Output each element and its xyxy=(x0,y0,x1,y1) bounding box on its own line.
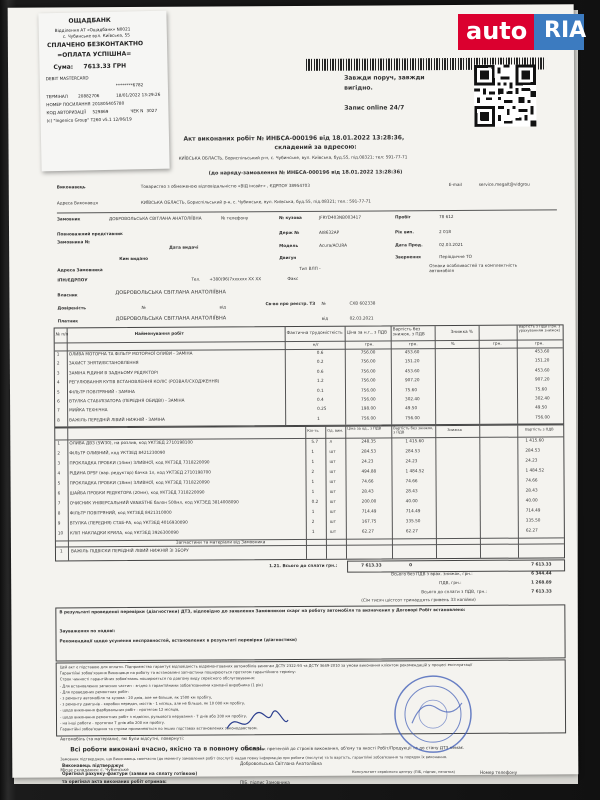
receipt-ref-label: НОМЕР ПОСИЛАННЯ xyxy=(46,101,91,108)
parts-cell-7-0: 8 xyxy=(57,510,61,516)
warranty-line: - з ремонту двигунів - коробки передач, мостів - 1 місяць, але не більше, як 10 000 км пробігу, xyxy=(59,701,246,707)
works-cell-5-4: 302.40 xyxy=(405,396,420,402)
works-cell-0-7: 453.60 xyxy=(534,348,550,354)
works-table xyxy=(54,324,565,427)
parts-cell-0-3: л xyxy=(329,438,333,444)
email-value: service.megalt@vidgrou xyxy=(478,181,530,187)
receipt-terminal-value: 20882706 xyxy=(78,93,100,99)
vat-value: 1 268.89 xyxy=(531,579,552,585)
vin-value: JFRYD403NB003417 xyxy=(318,214,362,220)
registration-cert-value: СХВ 602338 xyxy=(349,300,376,306)
warranty-line: - щодо виконання ремонтних робіт з підвіски, рульового керування - 7 днів або 200 км пробігу, xyxy=(59,713,248,720)
reason-label: Звернення xyxy=(395,254,421,260)
works-cell-5-1: ВТУЛКА СТАБІЛІЗАТОРА (ПЕРЕДНЯ ОБИДВІ) - ЗАМІНА xyxy=(69,397,185,404)
registration-date-label: від xyxy=(321,315,329,321)
parts-cell-5-4: 28.43 xyxy=(361,488,374,494)
works-cell-4-0: 5 xyxy=(56,389,60,395)
final-label: Всього до сплати з ПДВ, грн.: xyxy=(421,588,487,595)
plate-label: Держ № xyxy=(279,229,300,236)
total-label: 1.21. Всього до сплати грн.: xyxy=(269,562,338,569)
reason-value: Періодичне ТО xyxy=(439,253,472,260)
works-cell-0-0: 1 xyxy=(56,351,60,357)
receipt-branch-line1: Відділення АТ «Ощадбанк» N0021 xyxy=(54,26,131,34)
contractor-value: Товариство з обмеженою відповідальністю «ВІД інсайт» , ЄДРПОУ 38954703 xyxy=(140,182,311,189)
receipt-auth-value: 529869 xyxy=(92,108,109,115)
parts-cell-7-5: 714.49 xyxy=(405,508,421,514)
act-address: КИЇВСЬКА ОБЛАСТЬ, Бориспільський р-н, с. Чубинське, вул. Київська, буд.55, під.08321; тел: 591-77-71 xyxy=(178,154,408,161)
works-cell-5-0: 6 xyxy=(57,398,60,404)
works-cell-2-4: 453.60 xyxy=(404,368,420,374)
works-cell-7-3: 756.00 xyxy=(361,415,376,421)
works-done-statement: Всі роботи виконані вчасно, якісно та в повному обсязі. xyxy=(70,745,265,754)
parts-header-total: Вартість з ПДВ xyxy=(525,427,554,432)
parts-cell-6-5: 40.00 xyxy=(405,498,418,504)
act-subtitle: складений за вдресою: xyxy=(274,143,357,152)
final-value: 7 613.33 xyxy=(531,588,552,594)
sale-date-label: Дата Прод. xyxy=(395,242,423,248)
parts-cell-9-0: 10 xyxy=(57,530,64,536)
warranty-line: Строк чинності гарантійних зобов'язань поширюється по довгому виду сервісного обслуговування: xyxy=(59,676,256,682)
works-cell-7-0: 8 xyxy=(57,417,60,423)
works-sub-total: грн. xyxy=(534,340,544,346)
total-final: 7 613.33 xyxy=(531,561,552,567)
parts-cell-9-1: КЛІП НАКЛАДКИ КРИЛА, код УКТЗЕД 3926300090 xyxy=(69,529,179,536)
customer-marks: Ознаки особливостей та комплектність автомобіля xyxy=(429,262,518,273)
works-cell-4-3: 756.00 xyxy=(360,387,376,393)
parts-cell-1-3: шт xyxy=(329,448,336,454)
model-label: Модель xyxy=(279,242,299,249)
contractor-label: Виконавець xyxy=(56,184,86,190)
slogan-line1: Завжди поруч, завжди xyxy=(344,74,425,82)
works-cell-5-3: 756.00 xyxy=(361,396,376,402)
signature-caption: ПІБ, підпис Замовника xyxy=(240,780,290,785)
year-value: 2 018 xyxy=(439,229,452,235)
works-header-cost: Вартість без знижок, з ПДВ xyxy=(392,326,425,336)
parts-cell-2-1: ПРОКЛАДКА ПРОБКИ (14мм) ЗЛИВНОЇ, код УКТЗЕД 7318220090 xyxy=(69,459,210,466)
works-cell-5-7: 302.40 xyxy=(535,395,550,401)
works-cell-2-1: ЗАМІНА РІДИНИ В ЗАДНЬОМУ РЕДУКТОРІ xyxy=(68,369,158,376)
parts-cell-4-5: 74.66 xyxy=(405,478,418,484)
parts-cell-0-7: 1 415.60 xyxy=(525,437,544,443)
trust-label: Довіреність xyxy=(57,305,86,311)
parts-cell-5-3: шт xyxy=(329,488,336,494)
qr-code-image xyxy=(474,65,536,127)
parts-header-price: Ціна за од., з ПДВ xyxy=(347,426,382,431)
order-customer-label: Замовника № xyxy=(57,239,90,245)
fuel-type-label: Тип ВЛП - xyxy=(299,265,321,271)
receipt-datetime: 18/01/2022 13:29:26 xyxy=(116,91,161,98)
receipt-branch-line2: с. Чубинське вул. Київська, 55 xyxy=(62,32,130,39)
works-cell-1-2: 0.2 xyxy=(316,359,324,365)
remarks-label: Зауваження по ходові: xyxy=(59,628,116,634)
parts-cell-2-3: шт xyxy=(329,458,336,464)
order-reference: (до наряду-замовлення № ИНБСА-000196 від 18.01.2022 13:28:36) xyxy=(208,169,403,177)
works-header-num: № п/п xyxy=(55,331,69,337)
parts-cell-1-2: 1 xyxy=(311,448,315,454)
mileage-value: 78 612 xyxy=(438,214,454,220)
works-header-hours: Фактична трудомісткість xyxy=(286,329,343,336)
parts-cell-8-2: 2 xyxy=(311,518,315,524)
representative-label: Повноважний представник xyxy=(57,231,123,237)
parts-cell-5-5: 28.43 xyxy=(405,488,418,494)
works-sub-discount-sum: грн. xyxy=(492,340,502,346)
registration-cert-label: Св-во про реєстр. ТЗ xyxy=(265,300,316,307)
works-cell-7-2: 1 xyxy=(317,415,320,421)
total-discount: 0 xyxy=(409,562,413,568)
works-cell-4-2: 0.1 xyxy=(316,387,324,393)
parts-cell-2-7: 24.23 xyxy=(525,457,538,463)
receipt-status-contactless: СПЛАЧЕНО БЕЗКОНТАКТНО xyxy=(46,40,144,50)
works-header-discount: Знижка % xyxy=(450,328,473,335)
parts-cell-4-0: 5 xyxy=(57,480,61,486)
registration-cert-no: № xyxy=(321,300,326,306)
works-sub-discount-pct: % xyxy=(450,341,455,347)
parts-cell-8-1: ВТУЛКА (ПЕРЕДНЯ) СТАБ-РА, код УКТЗЕД 4016930090 xyxy=(69,519,188,526)
original-received-label: та оригінал акта виконаних робіт отримав: xyxy=(62,779,167,784)
customer-parts-header: Запчастини та матеріали від Замовника xyxy=(175,539,266,545)
warranty-line: Цей акт є підставою для оплати. Підприємство гарантує відповідність відремонтованих автомобілів вимогам ДСТУ 2322-93 та ДСТУ 3649-2010 за умови виконання клієнтом рекомендацій у процесі експлуатації xyxy=(59,662,473,670)
parts-cell-3-2: 2 xyxy=(311,468,315,474)
works-cell-1-4: 151.20 xyxy=(404,358,420,364)
slogan-line2: вигідно. xyxy=(344,84,373,92)
warranty-line: - Для встановлених запасних частин - згідно з гарантійними зобов'язаннями компанії виробника (1 рік) xyxy=(59,682,263,689)
phone-label: Тел. xyxy=(191,276,201,282)
parts-cell-5-0: 6 xyxy=(57,490,61,496)
parts-cell-3-5: 1 484.52 xyxy=(405,468,425,474)
vat-free-label: Всього без ПДВ з врах. знижок, грн.: xyxy=(391,570,473,577)
warranty-line: Гарантійні зобов'язання та строки припиняються по інших підставах встановлених законодавством. xyxy=(60,726,258,732)
fax-label: Факс xyxy=(287,275,299,282)
receipt-bank-name: ОЩАДБАНК xyxy=(68,16,111,25)
parts-cell-0-5: 1 415.60 xyxy=(405,438,424,444)
place-label: Місце складання: с. Чубинське xyxy=(60,767,129,773)
works-cell-4-4: 75.60 xyxy=(404,386,418,392)
parts-cell-2-0: 3 xyxy=(57,460,61,466)
parts-header-qty: Кіл-ть xyxy=(307,428,319,433)
parts-cell-5-2: 1 xyxy=(311,488,315,494)
contractor-address-value: КИЇВСЬКА ОБЛАСТЬ, Бориспільський р-н, с. Чубинське, вул. Київська, буд.55, під.08321; тел.: 591-77-71 xyxy=(140,198,371,205)
notice-statement: Замовник підтверджує, що Виконавець своєчасно (до моменту замовлення робіт (послуг)) надав повну інформацію про роботи (послуги) та їх вартість, гарантійні зобов'язання та порядок їх виконання. xyxy=(60,755,448,762)
parts-cell-3-7: 1 484.52 xyxy=(525,467,545,473)
company-stamp xyxy=(392,673,474,755)
edrpou-label: ІПН/ЄДРПОУ xyxy=(57,277,88,283)
works-cell-1-3: 756.00 xyxy=(360,358,376,364)
parts-cell-8-3: шт xyxy=(329,518,337,524)
parts-cell-8-0: 9 xyxy=(57,520,61,526)
works-sub-hours: н/г xyxy=(312,341,320,347)
receipt-auth-label: КОД АВТОРИЗАЦІЇ xyxy=(46,109,86,116)
works-cell-3-2: 1.2 xyxy=(316,378,324,384)
customer-part-name: ВАЖІЛЬ ПІДВІСКИ ПЕРЕДНІЙ ЛІВИЙ НИЖНІЙ ЗІ ЗБОРУ xyxy=(70,547,189,554)
receipt-footer: (с) "Ingenico Group" T260 v5.1 12/06/19 xyxy=(46,116,132,124)
works-cell-0-2: 0.6 xyxy=(316,349,324,355)
works-cell-2-0: 3 xyxy=(56,370,60,376)
parts-cell-6-2: 0.2 xyxy=(311,498,319,504)
parts-cell-4-1: ПРОКЛАДКА ПРОБКИ (18мм) ЗЛИВНОЇ, код УКТЗЕД 7318220090 xyxy=(69,479,210,486)
parts-cell-3-0: 4 xyxy=(57,470,61,476)
warranty-line: - Для проведених ремонтних робіт: xyxy=(59,689,130,695)
phone-column-label: № телефону xyxy=(220,215,249,221)
issue-date-label: Дата видачі xyxy=(169,244,199,250)
parts-cell-8-7: 335.50 xyxy=(525,517,541,523)
works-cell-3-0: 4 xyxy=(56,379,60,385)
parts-cell-7-3: шт xyxy=(329,508,337,514)
parts-cell-3-3: шт xyxy=(329,468,336,474)
parts-cell-8-5: 335.50 xyxy=(405,518,421,524)
warranty-line: Гарантійні зобов'язання Виконавця на роботу та встановлені запчастини поширюються протягом гарантійного терміну: xyxy=(59,670,296,676)
parts-cell-1-0: 2 xyxy=(57,450,61,456)
works-cell-3-1: РЕГУЛЮВАННЯ КУТІВ ВСТАНОВЛЕННЯ КОЛІС (РОЗВАЛ/СХОДЖЕННЯ) xyxy=(68,378,220,385)
logo-text-ria: RIA xyxy=(544,18,587,43)
original-invoice-label: Оригінал рахунку-фактури (заявки на сплату готівкою) xyxy=(62,771,198,776)
registration-date-value: 02.03.2021 xyxy=(349,315,374,321)
owner-label: Власник xyxy=(57,292,78,298)
works-cell-2-7: 453.60 xyxy=(534,367,550,373)
parts-cell-4-3: шт xyxy=(329,478,336,484)
customer-signature xyxy=(222,706,292,736)
phone-value: +380(96)7xxxxxx XX XX xyxy=(209,276,262,282)
vat-label: ПДВ, грн.: xyxy=(439,579,462,586)
works-cell-3-4: 907.20 xyxy=(404,377,420,383)
recommendations-label: Рекомендації щодо усунення несправностей, встановлених в результаті перевірки (діагностики) xyxy=(59,636,297,644)
mileage-label: Пробіг xyxy=(394,214,411,220)
works-cell-7-1: ВАЖІЛЬ ПЕРЕДНІЙ ЛІВИЙ НИЖНІЙ - ЗАМІНА xyxy=(69,416,165,423)
warranty-line: - з ремонту автомобіля та кузова - 20 днів, але не більше, як 1500 км пробігу, xyxy=(59,695,213,701)
confirmed-label: Виконавець підтверджує xyxy=(62,763,124,768)
parts-cell-2-5: 24.23 xyxy=(405,458,418,464)
email-label: E-mail xyxy=(448,181,462,188)
returned-items-label: Автомобіль (та матеріали), які були відсутні, повернуті: xyxy=(60,735,185,742)
parts-cell-9-4: 62.27 xyxy=(361,528,374,534)
contractor-address-label: Адреса Виконавця xyxy=(56,200,98,206)
receipt-check-label: ЧЕК N xyxy=(130,108,144,114)
autoria-logo xyxy=(458,14,587,50)
works-sub-cost: грн. xyxy=(408,341,418,347)
receipt-check-value: 3027 xyxy=(146,107,158,114)
payer-value: ДОБРОВОЛЬСЬКА СВІТЛАНА АНАТОЛІЇВНА xyxy=(115,315,227,323)
works-cell-6-4: 49.50 xyxy=(405,405,418,411)
parts-cell-9-2: 1 xyxy=(311,528,315,534)
parts-header-cost: Вартість без знижок, з ПДВ xyxy=(393,426,434,435)
customer-label: Замовник xyxy=(56,216,81,222)
parts-cell-4-4: 74.66 xyxy=(361,478,374,484)
works-cell-7-4: 756.00 xyxy=(405,415,420,421)
total-value: 7 613.33 xyxy=(361,562,382,568)
logo-text-auto: auto xyxy=(466,17,528,45)
works-cell-4-1: ФІЛЬТР ПОВІТРЯНИЙ - ЗАМІНА xyxy=(68,388,135,394)
parts-cell-5-1: ШАЙБА ПРОБКИ РЕДУКТОРА (20мм), код УКТЗЕД 7318220090 xyxy=(69,489,205,496)
sale-date-value: 02.03.2021 xyxy=(439,241,464,248)
phone-caption: Номер телефону xyxy=(480,770,518,775)
parts-cell-7-4: 714.49 xyxy=(361,508,377,514)
year-label: Рік вип. xyxy=(395,229,414,235)
no-claims-statement: Замовник претензій до строків виконання, об'єму та якості Робіт/Продукції та до стану ДТЗ немає. xyxy=(244,744,465,752)
receipt-status-success: =ОПЛАТА УСПІШНА= xyxy=(57,50,132,59)
total-in-words: (Сім тисяч шістсот тринадцять гривень 33 копійки) xyxy=(361,596,476,603)
parts-cell-4-2: 1 xyxy=(311,478,315,484)
works-cell-1-1: ЗАХИСТ ЗНЯТИ/ВСТАНОВЛЕННЯ xyxy=(68,360,139,366)
parts-cell-7-2: 1 xyxy=(311,508,315,514)
works-cell-3-3: 756.00 xyxy=(360,377,376,383)
signer-name: Добровольська Світлана Анатоліївна xyxy=(240,761,322,766)
trust-date: від xyxy=(219,304,227,310)
parts-cell-6-0: 7 xyxy=(57,500,61,506)
parts-cell-9-7: 62.27 xyxy=(525,527,538,533)
engine-label: Двигун xyxy=(279,254,297,261)
issued-by-label: Ким видано xyxy=(119,255,149,262)
parts-cell-1-4: 284.53 xyxy=(361,448,377,454)
receipt-ref-value: 201805405780 xyxy=(92,100,125,107)
vat-free-value: 6 344.44 xyxy=(531,570,552,576)
parts-cell-6-3: шт xyxy=(329,498,336,504)
parts-cell-1-1: ФІЛЬТР ОЛИВНИЙ, код УКТЗЕД 8421230090 xyxy=(69,449,166,456)
warranty-line: - на інші роботи - протягом 7 днів або 200 км пробігу. xyxy=(60,720,166,726)
parts-cell-6-4: 200.00 xyxy=(361,498,377,504)
model-value: Acura/ACURA xyxy=(319,242,347,248)
payer-label: Платник xyxy=(57,318,79,324)
works-cell-0-1: ОЛИВА МОТОРНА ТА ФІЛЬТР МОТОРНОЇ ОЛИВИ - ЗАМІНА xyxy=(68,350,193,357)
receipt-card-number: ********6782 xyxy=(115,82,144,88)
parts-table xyxy=(54,424,565,561)
works-sub-price: грн. xyxy=(364,341,374,347)
parts-cell-9-3: шт xyxy=(329,528,337,534)
parts-cell-1-7: 284.53 xyxy=(525,447,541,453)
works-header-name: Найменування робіт xyxy=(134,330,184,336)
parts-cell-6-1: ОЧИСНИК УНІВЕРСАЛЬНИЙ VANASTHE балон 500мл, код УКТЗЕД 3814008090 xyxy=(69,499,239,506)
receipt-sum-label: Сума: xyxy=(53,63,74,72)
receipt-card-type: DEBIT MASTERCARD xyxy=(45,75,89,82)
receipt-terminal-label: ТЕРМІНАЛ xyxy=(46,93,68,100)
consultant-caption: Консультант сервісного центру (ПІБ, підпис, печатка) xyxy=(352,770,455,774)
parts-cell-1-5: 284.53 xyxy=(405,448,421,454)
works-cell-1-0: 2 xyxy=(56,360,60,366)
parts-cell-0-0: 1 xyxy=(57,440,60,446)
works-cell-7-7: 756.00 xyxy=(535,414,550,420)
receipt-sum-value: 7613.33 ГРН xyxy=(83,62,127,71)
customer-address-label: Адреса Замовника xyxy=(57,267,103,273)
works-cell-6-7: 49.50 xyxy=(535,404,548,410)
works-header-total: Вартість з ПДВ (грн. з урахуванням знижок) xyxy=(518,324,561,333)
works-cell-5-2: 0.4 xyxy=(317,396,324,402)
works-cell-6-0: 7 xyxy=(57,407,60,413)
parts-cell-3-1: РІДИНА DPSF (вар. редуктор) бачка 1л, код УКТЗЕД 2710198700 xyxy=(69,469,211,476)
parts-cell-0-1: ОЛИВА ДВЗ (5W30), на розлив, код УКТЗЕД 2710198100 xyxy=(69,439,193,446)
owner-value: ДОБРОВОЛЬСЬКА СВІТЛАНА АНАТОЛІЇВНА xyxy=(115,289,226,297)
parts-header-unit: Од. вим. xyxy=(327,428,344,433)
parts-cell-2-4: 24.23 xyxy=(361,458,374,464)
works-cell-6-2: 0.25 xyxy=(317,406,327,412)
parts-cell-5-7: 28.43 xyxy=(525,487,538,493)
parts-cell-7-7: 714.49 xyxy=(525,507,541,513)
parts-cell-2-2: 1 xyxy=(311,458,315,464)
diagnostics-result: В результаті проведеної перевірки (діагностики) ДТЗ, відповідно до заявлення Замовником скарг на роботу автомобіля та визначених у Договорі Робіт встановлено: xyxy=(59,606,466,615)
works-cell-6-3: 198.00 xyxy=(361,405,376,411)
plate-value: AI8632AP xyxy=(319,229,340,235)
parts-cell-9-5: 62.27 xyxy=(405,528,418,534)
vin-label: № кузова xyxy=(278,214,302,221)
trust-number: № xyxy=(141,304,146,310)
parts-cell-4-7: 74.66 xyxy=(525,477,538,483)
parts-cell-3-4: 494.88 xyxy=(361,468,377,474)
works-header-price: Ціна за н.г., з ПДВ xyxy=(346,329,387,335)
works-cell-3-7: 907.20 xyxy=(534,376,550,382)
works-cell-0-3: 756.00 xyxy=(360,349,376,355)
warranty-line: - щодо виконання фарбувальних робіт - протягом 12 місяців, xyxy=(59,708,180,713)
payment-receipt xyxy=(38,11,169,172)
works-cell-6-1: МИЙКА ТЕХНІЧНА xyxy=(69,407,108,413)
customer-value: ДОБРОВОЛЬСЬКА СВІТЛАНА АНАТОЛІЇВНА xyxy=(108,215,202,222)
works-cell-0-4: 453.60 xyxy=(404,349,420,355)
parts-cell-7-1: ФІЛЬТР ПОВІТРЯНИЙ, код УКТЗЕД 8421310000 xyxy=(69,509,172,516)
act-title: Акт виконаних робіт № ИНБСА-000196 від 18.01.2022 13:28:36, xyxy=(183,134,405,143)
parts-cell-6-7: 40.00 xyxy=(525,497,538,503)
parts-header-discount: Знижка xyxy=(447,427,462,433)
customer-part-num: 1 xyxy=(59,548,63,554)
parts-cell-0-4: 248.35 xyxy=(361,438,376,444)
works-cell-1-7: 151.20 xyxy=(534,357,550,363)
parts-cell-8-4: 167.75 xyxy=(361,518,377,524)
works-cell-4-7: 75.60 xyxy=(534,386,548,392)
parts-cell-0-2: 5.7 xyxy=(311,438,318,444)
works-cell-2-2: 0.6 xyxy=(316,368,324,374)
online-booking-text: Запис online 24/7 xyxy=(344,104,405,112)
works-cell-2-3: 756.00 xyxy=(360,368,376,374)
